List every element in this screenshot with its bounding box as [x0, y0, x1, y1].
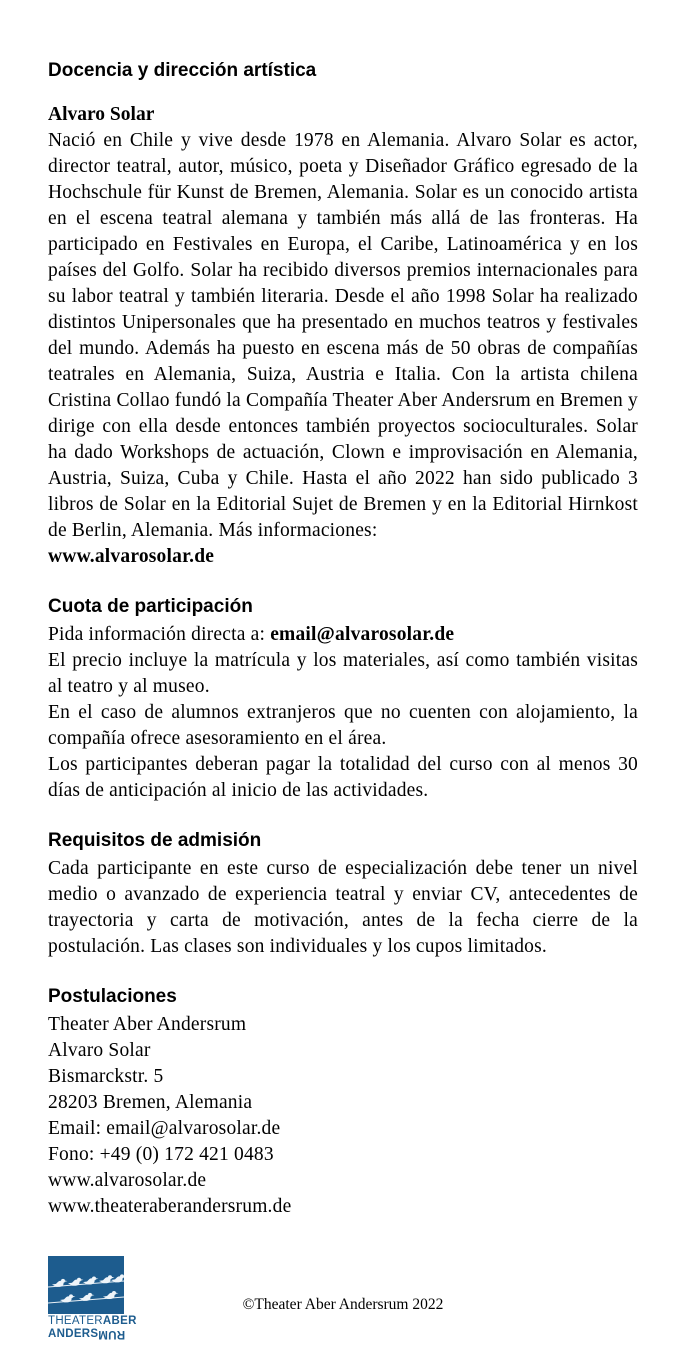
- applications-line: Fono: +49 (0) 172 421 0483: [48, 1144, 274, 1165]
- section-heading-fees: Cuota de participación: [48, 596, 253, 617]
- requirements-body: Cada participante en este curso de especialización debe tener un nivel medio o avanzado de experiencia teatral y enviar CV, antecedentes de trayectoria y carta de motivación, antes de la fecha cierre de la postulación. Las clases son individuales y los cupos limitados.: [48, 858, 638, 957]
- section-heading-requirements: Requisitos de admisión: [48, 830, 262, 851]
- footer: [48, 1256, 638, 1348]
- fees-paragraph: En el caso de alumnos extranjeros que no cuenten con alojamiento, la compañía ofrece asesoramiento en el área.: [48, 702, 638, 749]
- logo-word-theater: THEATER: [48, 1315, 103, 1327]
- fees-contact-prefix: Pida información directa a:: [48, 624, 271, 645]
- logo-text-line2: [48, 1328, 128, 1340]
- applications-line: Alvaro Solar: [48, 1040, 151, 1061]
- fees-paragraph: Los participantes deberan pagar la totalidad del curso con al menos 30 días de anticipación al inicio de las actividades.: [48, 754, 638, 801]
- applications-line: Email: email@alvarosolar.de: [48, 1118, 281, 1139]
- birds-on-wire-logo-image: [48, 1256, 124, 1314]
- copyright-line: ©Theater Aber Andersrum 2022: [242, 1296, 444, 1313]
- author-bio: Nació en Chile y vive desde 1978 en Alemania. Alvaro Solar es actor, director teatral, autor, músico, poeta y Diseñador Gráfico egresado de la Hochschule für Kunst de Bremen, Alemania. Solar es un conocido artista en el escena teatral alemana y también más allá de las fronteras. Ha participado en Festivales en Europa, el Caribe, Latinoamérica y en los países del Golfo. Solar ha recibido diversos premios internacionales para su labor teatral y también literaria. Desde el año 1998 Solar ha realizado distintos Unipersonales que ha presentado en muchos teatros y festivales del mundo. Además ha puesto en escena más de 50 obras de compañías teatrales en Alemania, Suiza, Austria e Italia. Con la artista chilena Cristina Collao fundó la Compañía Theater Aber Andersrum en Bremen y dirige con ella desde entonces también proyectos socioculturales. Solar ha dado Workshops de actuación, Clown e improvisación en Alemania, Austria, Suiza, Cuba y Chile. Hasta el año 2022 han sido publicado 3 libros de Solar en la Editorial Sujet de Bremen y en la Editorial Hirnkost de Berlin, Alemania. Más informaciones:: [48, 130, 638, 541]
- logo-word-rum-mirrored: RUM: [98, 1328, 126, 1340]
- applications-address-block: [48, 1012, 638, 1220]
- logo-word-aber: ABER: [102, 1315, 137, 1327]
- applications-line: Bismarckstr. 5: [48, 1066, 164, 1087]
- author-website-link: www.alvarosolar.de: [48, 546, 215, 567]
- author-name: Alvaro Solar: [48, 104, 155, 125]
- section-heading-applications: Postulaciones: [48, 986, 177, 1007]
- fees-contact-line: [48, 622, 638, 648]
- logo-text-line1: [48, 1315, 137, 1327]
- fees-paragraph: El precio incluye la matrícula y los materiales, así como también visitas al teatro y al museo.: [48, 650, 638, 697]
- applications-line: Theater Aber Andersrum: [48, 1014, 247, 1035]
- applications-line: 28203 Bremen, Alemania: [48, 1092, 253, 1113]
- applications-line: www.theateraberandersrum.de: [48, 1196, 292, 1217]
- applications-line: www.alvarosolar.de: [48, 1170, 207, 1191]
- logo-word-anders: ANDERS: [48, 1328, 99, 1340]
- theater-logo: [48, 1256, 137, 1340]
- fees-contact-email: email@alvarosolar.de: [270, 624, 455, 645]
- section-heading-teaching: Docencia y dirección artística: [48, 60, 317, 81]
